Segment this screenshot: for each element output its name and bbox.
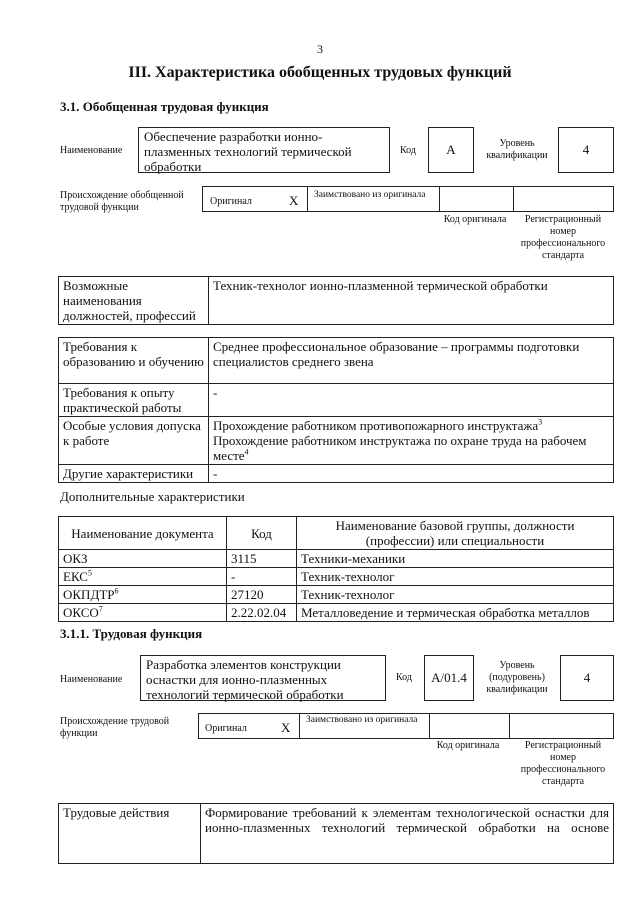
header-code: Код (227, 517, 297, 550)
group-cell: Металловедение и термическая обработка металлов (297, 604, 614, 622)
footnote-ref: 6 (114, 586, 119, 596)
tf-original-mark: X (281, 720, 291, 735)
table-row (59, 604, 614, 622)
doc-cell (59, 568, 227, 586)
tf-heading: 3.1.1. Трудовая функция (60, 626, 203, 641)
gtf-borrowed-label: Заимствовано из оригинала (314, 190, 426, 200)
req-admission-label: Особые условия допуска к работе (59, 417, 209, 465)
footnote-ref: 3 (538, 417, 543, 427)
tf-name-value: Разработка элементов конструкции оснастки для ионно-плазменных технологий термической обработки (140, 655, 386, 701)
labor-actions-table (58, 803, 614, 864)
gtf-name-label: Наименование (60, 145, 123, 156)
code-cell: 27120 (227, 586, 297, 604)
section-title: III. Характеристика обобщенных трудовых функций (128, 64, 512, 81)
footnote-ref: 7 (98, 604, 103, 614)
doc-cell (59, 550, 227, 568)
divider (299, 714, 300, 738)
req-experience-value: - (209, 384, 614, 417)
req-experience-label: Требования к опыту практической работы (59, 384, 209, 417)
tf-original-label: Оригинал (205, 723, 247, 734)
req-admission-value (209, 417, 614, 465)
tf-name-label: Наименование (60, 674, 123, 685)
code-cell: 3115 (227, 550, 297, 568)
code-cell: - (227, 568, 297, 586)
tf-level-label: Уровень (подуровень) квалификации (486, 660, 548, 695)
doc-cell (59, 586, 227, 604)
tf-origin-label: Происхождение трудовой функции (60, 716, 170, 739)
positions-label: Возможные наименования должностей, профессий (59, 277, 209, 325)
positions-value: Техник-технолог ионно-плазменной термической обработки (209, 277, 614, 325)
header-group-name: Наименование базовой группы, должности (профессии) или специальности (297, 517, 614, 550)
footnote-ref: 5 (87, 568, 92, 578)
group-cell: Техники-механики (297, 550, 614, 568)
table-row (59, 568, 614, 586)
gtf-heading: 3.1. Обобщенная трудовая функция (60, 99, 269, 114)
positions-table (58, 276, 614, 325)
tf-borrowed-label: Заимствовано из оригинала (306, 715, 418, 725)
req-other-label: Другие характеристики (59, 465, 209, 483)
labor-actions-label: Трудовые действия (59, 804, 201, 864)
doc-cell (59, 604, 227, 622)
table-row (59, 550, 614, 568)
tf-code-label: Код (396, 672, 412, 683)
tf-code-value: A/01.4 (424, 655, 474, 701)
req-other-value: - (209, 465, 614, 483)
header-doc-name: Наименование документа (59, 517, 227, 550)
req-education-value: Среднее профессиональное образование – программы подготовки специалистов среднего звена (209, 338, 614, 384)
gtf-origin-label: Происхождение обобщенной трудовой функции (60, 190, 184, 213)
gtf-code-label: Код (400, 145, 416, 156)
gtf-code-value: А (428, 127, 474, 173)
labor-actions-value (201, 804, 614, 864)
gtf-reg-number-caption: Регистрационный номер профессионального стандарта (520, 214, 606, 261)
group-cell: Техник-технолог (297, 586, 614, 604)
req-admission-line1: Прохождение работником противопожарного инструктажа (213, 418, 539, 433)
divider (513, 187, 514, 211)
divider (509, 714, 510, 738)
gtf-name-value: Обеспечение разработки ионно-плазменных технологий термической обработки (138, 127, 390, 173)
labor-actions-line2: ионно-плазменных технологий термической обработки на основе (205, 820, 609, 835)
requirements-table (58, 337, 614, 483)
divider (429, 714, 430, 738)
footnote-ref: 4 (244, 447, 249, 457)
divider (439, 187, 440, 211)
tf-code-original-caption: Код оригинала (436, 740, 500, 751)
gtf-level-value: 4 (558, 127, 614, 173)
doc-name: ЕКС (63, 569, 88, 584)
doc-name: ОКСО (63, 605, 99, 620)
page-number: 3 (317, 42, 323, 56)
additional-heading: Дополнительные характеристики (60, 489, 245, 504)
divider (307, 187, 308, 211)
doc-name: ОКЗ (63, 551, 88, 566)
gtf-level-label: Уровень квалификации (486, 138, 548, 161)
tf-reg-number-caption: Регистрационный номер профессионального стандарта (520, 740, 606, 787)
doc-name: ОКПДТР (63, 587, 115, 602)
gtf-code-original-caption: Код оригинала (443, 214, 507, 225)
gtf-original-mark: X (289, 193, 299, 208)
gtf-original-label: Оригинал (210, 196, 252, 207)
group-cell: Техник-технолог (297, 568, 614, 586)
additional-table (58, 516, 614, 622)
table-row (59, 586, 614, 604)
tf-level-value: 4 (560, 655, 614, 701)
req-admission-line2: Прохождение работником инструктажа по охране труда на рабочем месте (213, 433, 587, 463)
code-cell: 2.22.02.04 (227, 604, 297, 622)
req-education-label: Требования к образованию и обучению (59, 338, 209, 384)
labor-actions-line1: Формирование требований к элементам технологической оснастки для (205, 805, 609, 820)
